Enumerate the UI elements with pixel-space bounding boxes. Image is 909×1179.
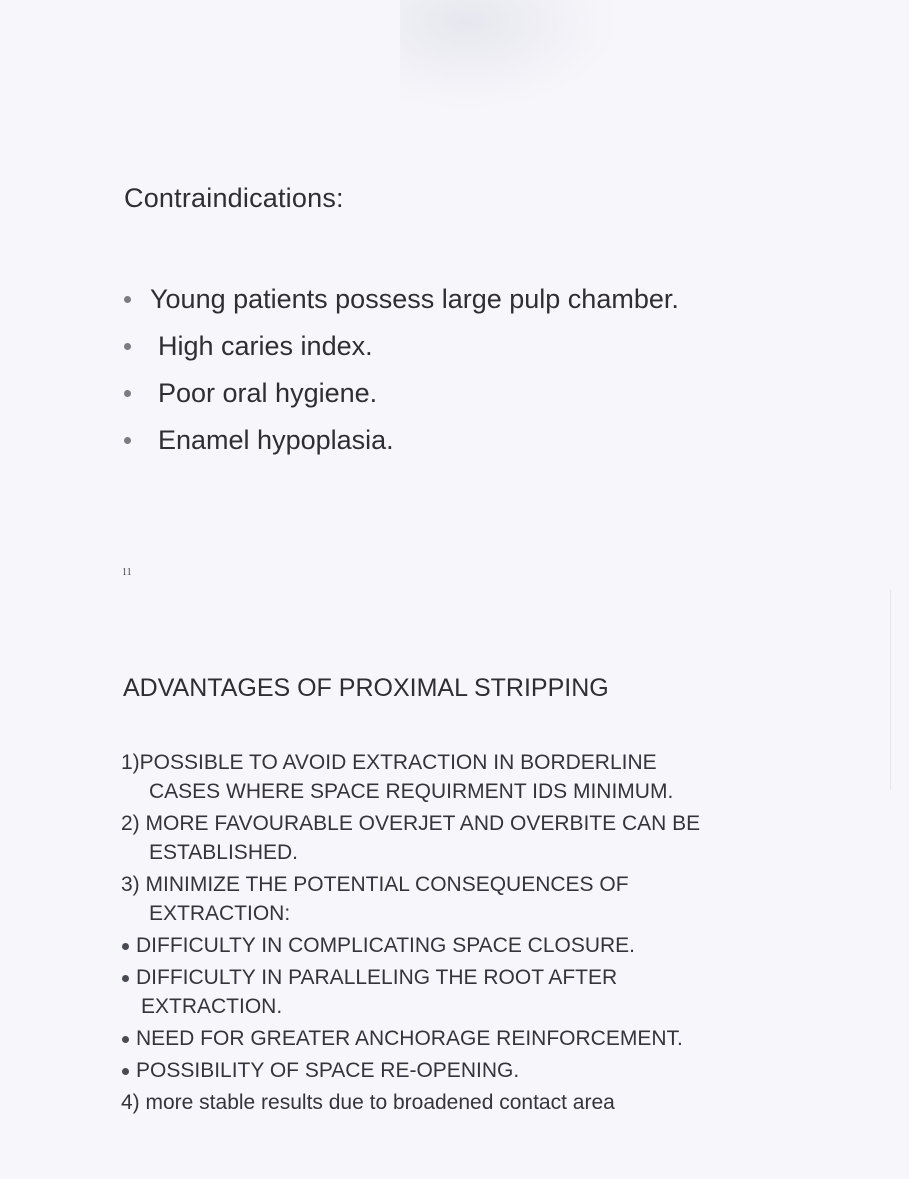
sub-list-item — [121, 1024, 761, 1053]
list-item — [120, 417, 679, 464]
bullet-icon — [122, 1068, 129, 1075]
contraindications-list — [120, 276, 679, 464]
list-item — [121, 870, 761, 928]
advantages-list — [121, 748, 761, 1120]
scan-shadow — [400, 0, 620, 110]
sub-item-text-wrap — [136, 1024, 683, 1053]
contraindications-heading: Contraindications: — [124, 183, 344, 213]
list-item-text: Young patients possess large pulp chamber. — [150, 284, 679, 314]
list-item — [120, 370, 679, 417]
advantages-title: ADVANTAGES OF PROXIMAL STRIPPING — [123, 674, 609, 702]
sub-item-text-wrap — [136, 963, 617, 1021]
bullet-icon — [124, 390, 131, 397]
sub-list-item — [121, 1056, 761, 1085]
sub-item-continuation: EXTRACTION. — [141, 995, 283, 1018]
bullet-icon — [122, 1036, 129, 1043]
list-item-continuation: EXTRACTION: — [149, 902, 291, 925]
list-item-continuation: CASES WHERE SPACE REQUIRMENT IDS MINIMUM. — [149, 780, 674, 803]
scan-edge-line — [890, 590, 891, 790]
page-number: 11 — [122, 567, 132, 578]
sub-list-item — [121, 931, 761, 960]
list-item-text: 2) MORE FAVOURABLE OVERJET AND OVERBITE CAN BE — [121, 812, 701, 835]
sub-item-text: DIFFICULTY IN COMPLICATING SPACE CLOSURE. — [136, 934, 636, 957]
sub-list-item — [121, 963, 761, 1021]
list-item — [121, 748, 761, 806]
bullet-icon — [122, 943, 129, 950]
bullet-icon — [124, 437, 131, 444]
bullet-icon — [122, 975, 129, 982]
sub-item-text: DIFFICULTY IN PARALLELING THE ROOT AFTER — [136, 966, 618, 989]
list-item-text: 3) MINIMIZE THE POTENTIAL CONSEQUENCES OF — [121, 873, 629, 896]
list-item-text: 4) more stable results due to broadened contact area — [121, 1091, 615, 1114]
sub-item-text-wrap — [136, 931, 635, 960]
list-item — [121, 809, 761, 867]
list-item — [120, 276, 679, 323]
sub-item-text: POSSIBILITY OF SPACE RE-OPENING. — [136, 1059, 520, 1082]
list-item — [121, 1088, 761, 1117]
list-item — [120, 323, 679, 370]
sub-item-text: NEED FOR GREATER ANCHORAGE REINFORCEMENT. — [136, 1027, 683, 1050]
list-item-text: Enamel hypoplasia. — [158, 425, 394, 455]
sub-item-text-wrap — [136, 1056, 519, 1085]
list-item-continuation: ESTABLISHED. — [149, 841, 298, 864]
bullet-icon — [124, 343, 131, 350]
list-item-text: 1)POSSIBLE TO AVOID EXTRACTION IN BORDERLINE — [121, 751, 657, 774]
bullet-icon — [124, 296, 131, 303]
list-item-text: Poor oral hygiene. — [158, 378, 378, 408]
list-item-text: High caries index. — [158, 331, 373, 361]
